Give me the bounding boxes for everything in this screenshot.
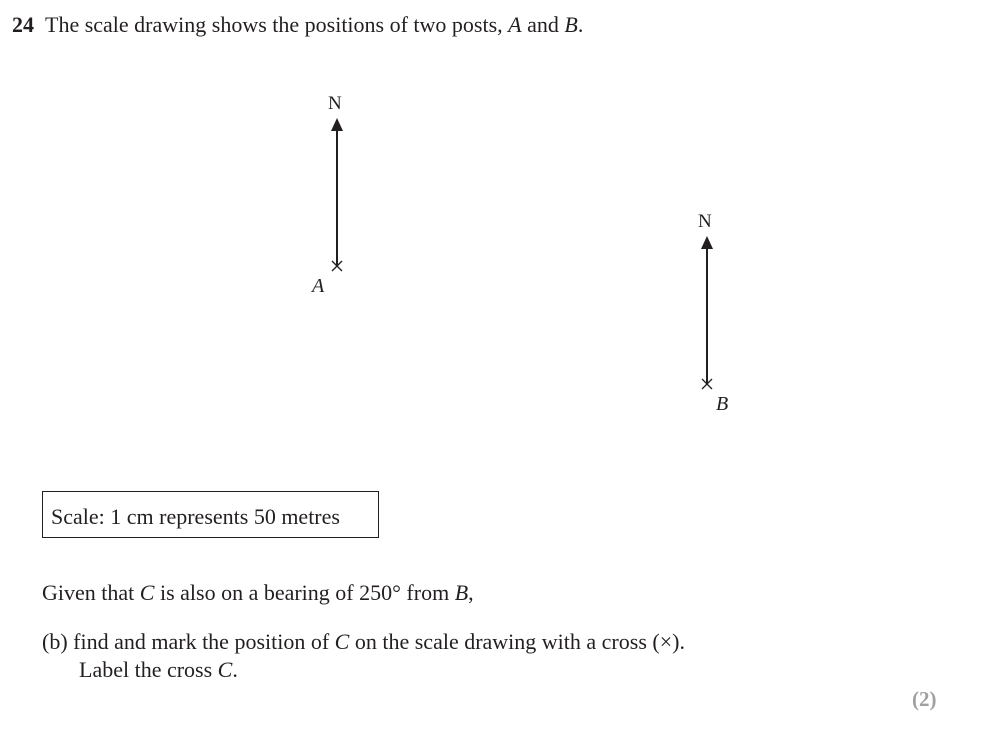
scale-text: Scale: 1 cm represents 50 metres (51, 504, 340, 529)
intro-period: . (577, 12, 584, 37)
post-b-group (701, 236, 713, 389)
given-post: is also on a bearing of 250° from (154, 580, 455, 605)
intro-text: The scale drawing shows the positions of two posts, (45, 12, 509, 37)
given-end: , (468, 580, 474, 605)
intro-point-a: A (508, 12, 522, 37)
label-a: A (312, 275, 325, 297)
part-b-var-c: C (334, 629, 350, 654)
north-arrow-b-icon (701, 236, 713, 249)
given-statement (42, 580, 474, 606)
intro-point-b: B (564, 12, 578, 37)
part-b-post: on the scale drawing with a cross (×). (349, 629, 685, 654)
question-number: 24 (12, 12, 34, 37)
given-var-b: B (454, 580, 469, 605)
part-b-line2-var: C (217, 657, 233, 682)
part-b-line2-end: . (232, 657, 238, 682)
post-a-group (331, 118, 343, 271)
north-label-a: N (328, 93, 342, 114)
part-b-pre: find and mark the position of (67, 629, 335, 654)
intro-and: and (521, 12, 565, 37)
given-pre: Given that (42, 580, 140, 605)
part-b-line1 (42, 629, 685, 655)
part-b-line2-pre: Label the cross (79, 657, 218, 682)
marks-label: (2) (912, 687, 937, 711)
north-arrow-a-icon (331, 118, 343, 131)
part-b-line2 (79, 657, 238, 683)
north-label-b: N (698, 211, 712, 232)
given-var-c: C (139, 580, 155, 605)
part-b-label: (b) (42, 629, 68, 654)
label-b: B (716, 393, 729, 415)
